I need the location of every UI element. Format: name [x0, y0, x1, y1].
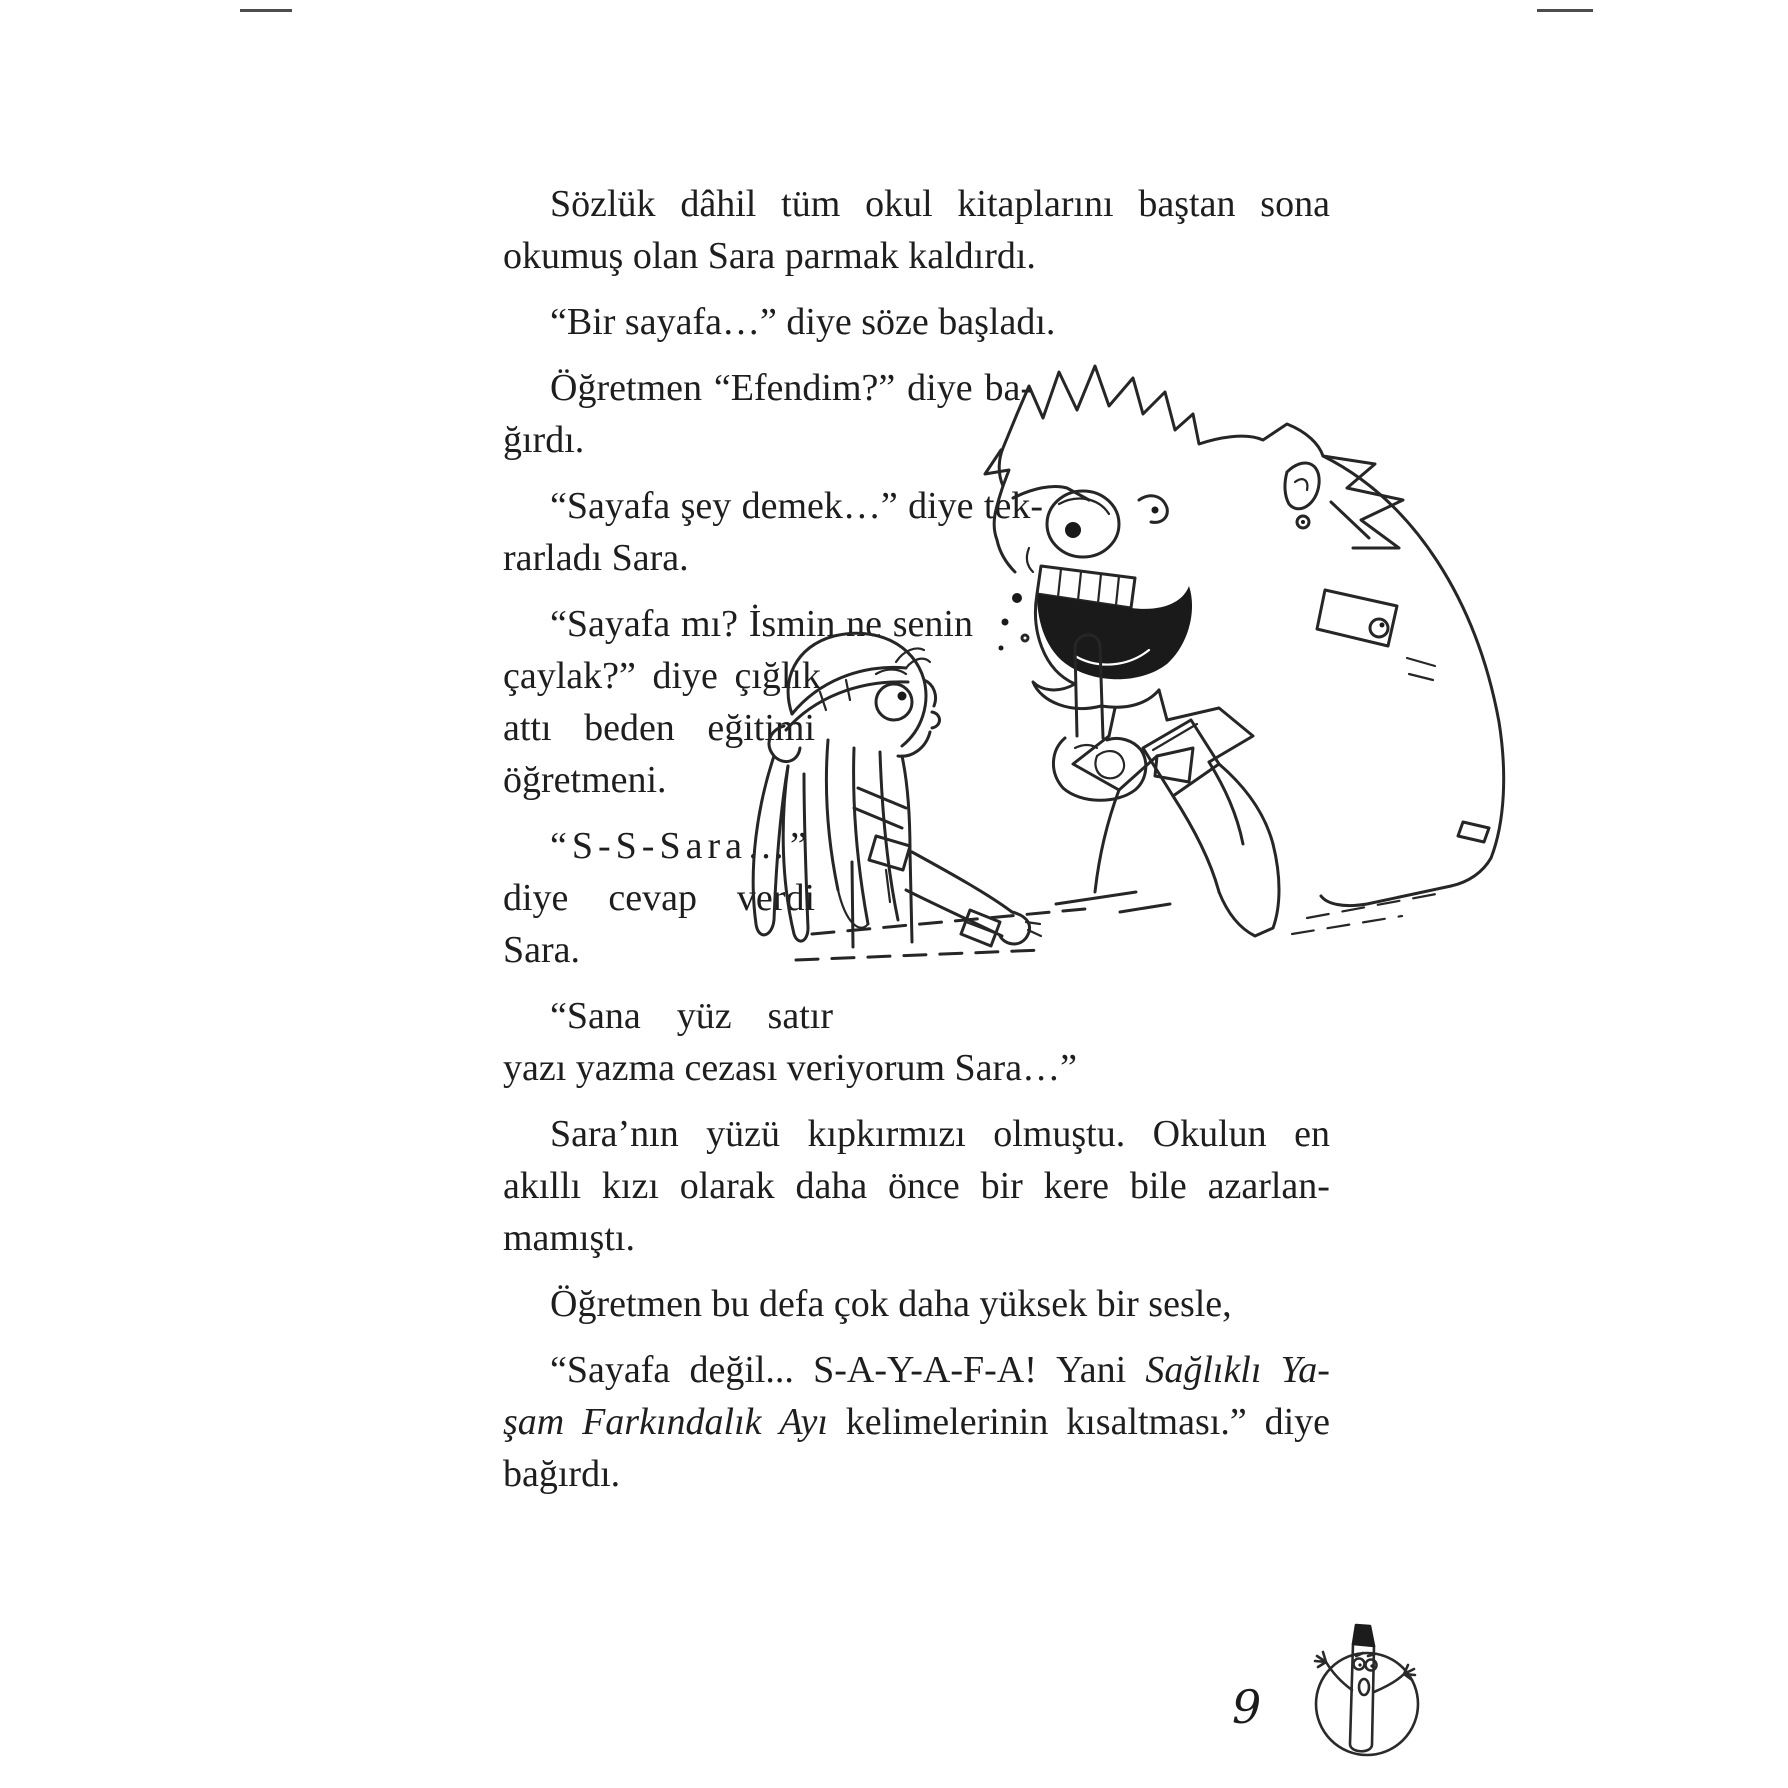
text-line: “Bir sayafa…” diye söze başladı.: [550, 301, 1056, 343]
text-line: “Sayafa mı? İsmin ne senin: [550, 603, 973, 645]
teacher-scolding-sara-illustration: [700, 352, 1530, 997]
text-line: diye cevap verdi: [503, 877, 815, 919]
text-line: Sözlük dâhil tüm okul kitaplarını baştan sona: [550, 183, 1330, 225]
text-line: Öğretmen “Efendim?” diye ba-: [550, 367, 1033, 409]
paragraph: [503, 990, 1330, 1094]
text-line: “Sayafa değil... S-A-Y-A-F-A! Yani Sağlıklı Ya-: [550, 1349, 1330, 1391]
text-line: Öğretmen bu defa çok daha yüksek bir sesle,: [550, 1283, 1232, 1325]
text-line: yazı yazma cezası veriyorum Sara…”: [503, 1047, 1077, 1089]
text-line: attı beden eğitimi: [503, 707, 815, 749]
scan-mark-right: [1537, 9, 1593, 12]
text-line: öğretmeni.: [503, 759, 667, 801]
text-line: “Sana yüz satır: [550, 995, 833, 1037]
text-line: “Sayafa şey demek…” diye tek-: [550, 485, 1043, 527]
sara-figure: [753, 633, 1041, 947]
paragraph: [503, 296, 1330, 348]
page-number: 9: [1232, 1680, 1262, 1734]
text-line: akıllı kızı olarak daha önce bir kere bile azarlan-: [503, 1165, 1330, 1207]
paragraph: [503, 1278, 1330, 1330]
text-line: rarladı Sara.: [503, 537, 689, 579]
text-line: şam Farkındalık Ayı kelimelerinin kısaltması.” diye: [503, 1401, 1330, 1443]
paragraph: [503, 178, 1330, 282]
paragraph: [503, 1344, 1330, 1500]
teacher-figure: [985, 366, 1504, 936]
text-line: ğırdı.: [503, 419, 585, 461]
text-line: Sara.: [503, 929, 581, 971]
text-line: çaylak?” diye çığlık: [503, 655, 821, 697]
scan-mark-left: [240, 9, 292, 12]
text-line: Sara’nın yüzü kıpkırmızı olmuştu. Okulun en: [550, 1113, 1330, 1155]
text-line: mamıştı.: [503, 1217, 635, 1259]
text-line: okumuş olan Sara parmak kaldırdı.: [503, 235, 1036, 277]
paragraph: [503, 1108, 1330, 1264]
text-line: bağırdı.: [503, 1453, 621, 1495]
text-line: “S-S-Sara…”: [550, 825, 812, 867]
pencil-mascot-logo: [1296, 1612, 1441, 1777]
